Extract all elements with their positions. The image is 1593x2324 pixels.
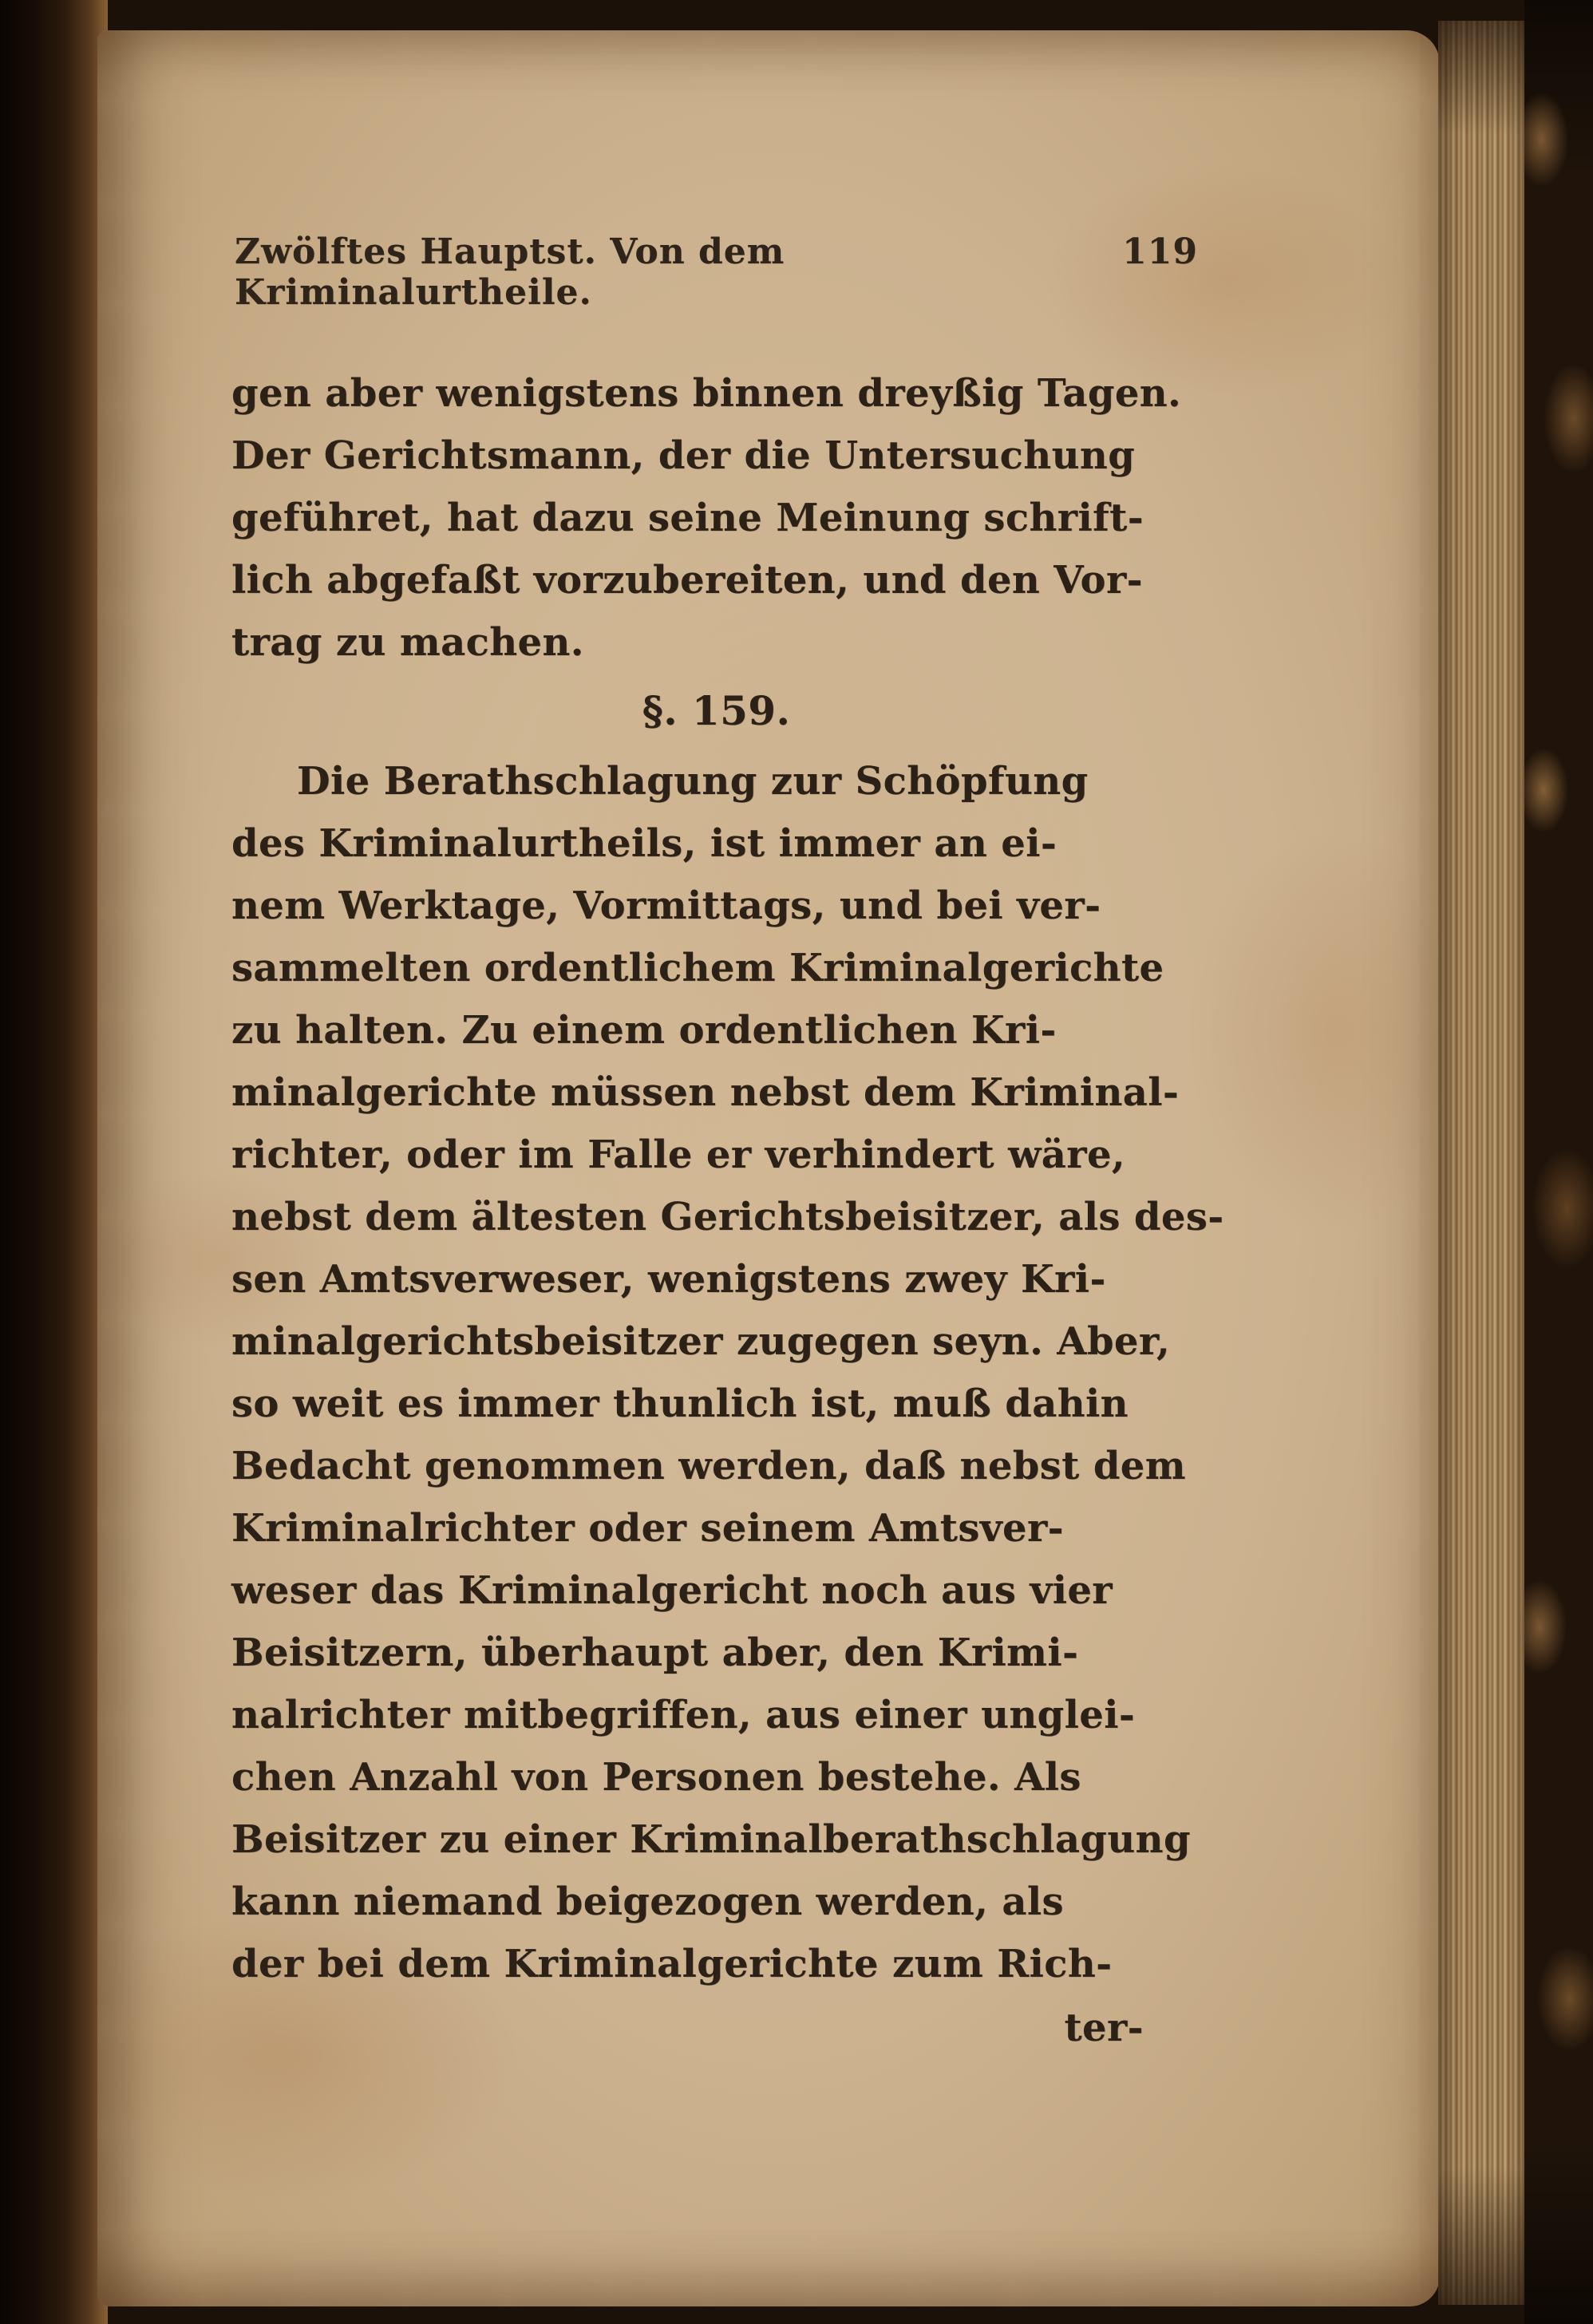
text-line: minalgerichte müssen nebst dem Kriminal- xyxy=(231,1070,1180,1115)
text-line: trag zu machen. xyxy=(231,620,584,665)
catchword: ter- xyxy=(1064,2006,1144,2050)
page-fore-edge xyxy=(1438,21,1536,2305)
text-line: weser das Kriminalgericht noch aus vier xyxy=(231,1568,1113,1613)
text-line: Der Gerichtsmann, der die Untersuchung xyxy=(231,433,1136,478)
text-line: Kriminalrichter oder seinem Amtsver- xyxy=(231,1506,1064,1551)
text-line: nalrichter mitbegriffen, aus einer unglei- xyxy=(231,1693,1136,1737)
text-line: gen aber wenigstens binnen dreyßig Tagen. xyxy=(231,371,1182,416)
text-line: so weit es immer thunlich ist, muß dahin xyxy=(231,1381,1129,1426)
book-cover-edge xyxy=(1524,0,1593,2324)
paragraph-continuation xyxy=(231,362,1201,674)
text-line: sammelten ordentlichem Kriminalgerichte xyxy=(231,946,1164,990)
running-header xyxy=(231,231,1201,313)
page-body xyxy=(231,362,1224,2059)
text-line: der bei dem Kriminalgerichte zum Rich- xyxy=(231,1942,1113,1986)
text-line: richter, oder im Falle er verhindert wäre, xyxy=(231,1132,1126,1177)
text-line: kann niemand beigezogen werden, als xyxy=(231,1879,1064,1924)
text-line: nem Werktage, Vormittags, und bei ver- xyxy=(231,883,1101,928)
text-line: Beisitzern, überhaupt aber, den Krimi- xyxy=(231,1630,1079,1675)
text-line: lich abgefaßt vorzubereiten, und den Vor- xyxy=(231,558,1143,603)
text-line: zu halten. Zu einem ordentlichen Kri- xyxy=(231,1008,1057,1053)
book-page xyxy=(97,30,1440,2306)
text-line: geführet, hat dazu seine Meinung schrift- xyxy=(231,496,1144,540)
text-line: Die Berathschlagung zur Schöpfung xyxy=(297,759,1089,804)
text-line: minalgerichtsbeisitzer zugegen seyn. Aber, xyxy=(231,1319,1171,1364)
text-line: nebst dem ältesten Gerichtsbeisitzer, als des- xyxy=(231,1195,1224,1239)
text-column xyxy=(231,231,1224,2059)
text-line: chen Anzahl von Personen bestehe. Als xyxy=(231,1755,1081,1800)
section-heading: §. 159. xyxy=(642,687,791,734)
running-title: Zwölftes Hauptst. Von dem Kriminalurtheile. xyxy=(235,231,785,313)
text-line: des Kriminalurtheils, ist immer an ei- xyxy=(231,821,1057,866)
book-spine xyxy=(0,0,108,2324)
text-line: Bedacht genommen werden, daß nebst dem xyxy=(231,1444,1186,1488)
paragraph-section-159 xyxy=(231,750,1224,1995)
text-line: sen Amtsverweser, wenigstens zwey Kri- xyxy=(231,1257,1106,1302)
page-number: 119 xyxy=(1122,231,1198,272)
text-line: Beisitzer zu einer Kriminalberathschlagung xyxy=(231,1817,1191,1862)
